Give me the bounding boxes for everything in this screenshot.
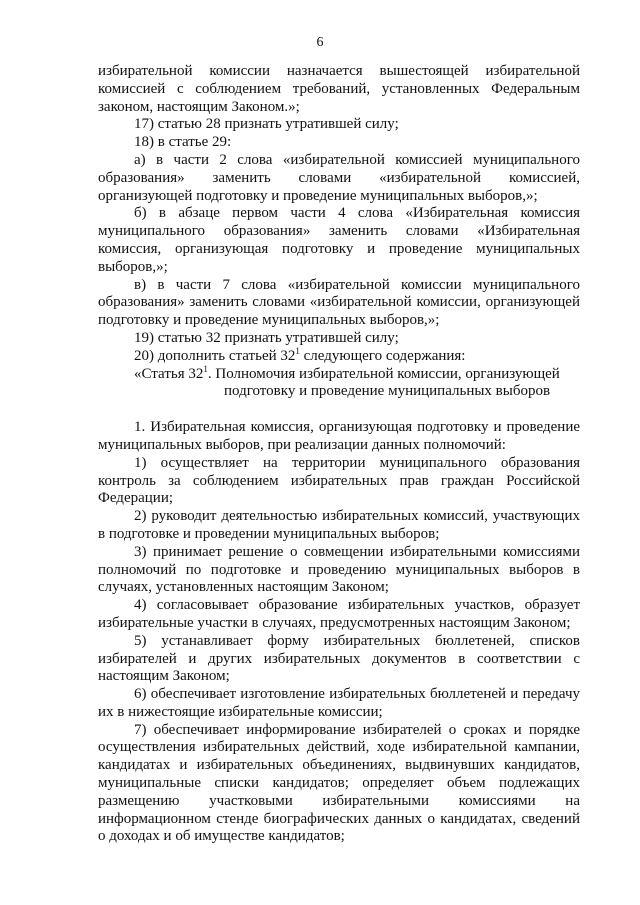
paragraph: 7) обеспечивает информирование избирателей о сроках и порядке осуществления избирательных действий, ходе избирательной кампании, кандидатах и избирательных объединениях, выдвинувших кандидатов, муниципальные списки кандидатов; определяет объем подлежащих размещению участковыми избирательными комиссиями на информационном стенде биографических данных о кандидатах, сведений о доходах и об имуществе кандидатов; (98, 721, 580, 845)
paragraph: 17) статью 28 признать утратившей силу; (134, 116, 399, 133)
paragraph: 6) обеспечивает изготовление избирательных бюллетеней и передачу их в нижестоящие избирательные комиссии; (98, 686, 580, 720)
paragraph: 5) устанавливает форму избирательных бюллетеней, списков избирателей и других избирательных документов в соответствии с настоящим Законом; (98, 632, 580, 685)
paragraph: 4) согласовывает образование избирательных участков, образует избирательные участки в случаях, предусмотренных настоящим Законом; (98, 597, 580, 631)
article-title: . Полномочия избирательной комиссии, организующей (207, 365, 560, 382)
paragraph: а) в части 2 слова «избирательной комиссией муниципального образования» заменить словами «избирательной комиссией, организующей подготовку и проведение муниципальных выборов,»; (98, 151, 580, 204)
article-title-continued: подготовку и проведение муниципальных выборов (224, 383, 551, 400)
paragraph-item-20 (98, 345, 580, 366)
superscript: 1 (295, 345, 300, 356)
item20-text: 20) дополнить статьей 32 (134, 347, 296, 364)
paragraph: 18) в статье 29: (134, 134, 232, 151)
superscript: 1 (203, 363, 208, 374)
article-prefix: «Статья 32 (134, 365, 204, 382)
page-number: 6 (316, 35, 324, 50)
spacer (98, 401, 580, 419)
paragraph: 1) осуществляет на территории муниципального образования контроль за соблюдением избирательных прав граждан Российской Федерации; (98, 454, 580, 507)
item20-text-end: следующего содержания: (299, 347, 466, 364)
paragraph: избирательной комиссии назначается вышестоящей избирательной комиссией с соблюдением требований, установленных Федеральным законом, настоящим Законом.»; (98, 63, 580, 115)
paragraph: б) в абзаце первом части 4 слова «Избирательная комиссия муниципального образования» заменить словами «Избирательная комиссия, организующая подготовку и проведение муниципальных выборов,»; (98, 205, 580, 275)
paragraph: в) в части 7 слова «избирательной комиссии муниципального образования» заменить словами «избирательной комиссии, организующей подготовку и проведение муниципальных выборов,»; (98, 276, 580, 329)
paragraph: 19) статью 32 признать утратившей силу; (134, 329, 399, 346)
paragraph: 2) руководит деятельностью избирательных комиссий, участвующих в подготовке и проведении муниципальных выборов; (98, 508, 580, 542)
paragraph: 1. Избирательная комиссия, организующая подготовку и проведение муниципальных выборов, при реализации данных полномочий: (98, 419, 580, 453)
article-heading (98, 363, 580, 384)
paragraph: 3) принимает решение о совмещении избирательными комиссиями полномочий по подготовке и проведению муниципальных выборов в случаях, установленных настоящим Законом; (98, 543, 580, 596)
document-body (98, 63, 580, 846)
